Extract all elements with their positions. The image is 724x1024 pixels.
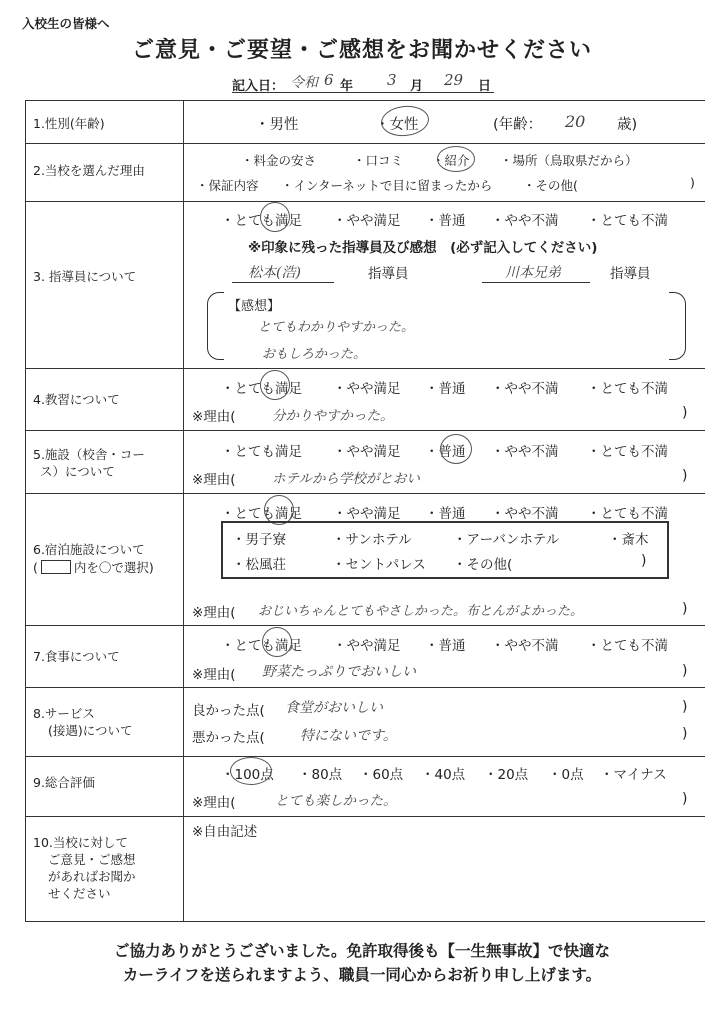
q5-label-line-2: ス）について [40, 464, 115, 479]
instructor-name-2: 川本兄弟 [505, 265, 561, 281]
rating-neutral[interactable]: ・普通 [425, 213, 466, 229]
score-80[interactable]: ・80点 [298, 767, 343, 783]
instructor-suffix-2: 指導員 [610, 266, 651, 282]
q6-label-line-2 [33, 559, 154, 576]
reason-price[interactable]: ・料金の安さ [241, 153, 317, 168]
good-points-label: 良かった点( [192, 703, 265, 719]
age-label: (年齢： [493, 117, 543, 133]
q10-label-line-2: ご意見・ご感想 [48, 852, 136, 867]
rating-dissatisfied[interactable]: ・やや不満 [491, 381, 559, 397]
row-divider [25, 625, 705, 626]
bracket-left [207, 292, 224, 360]
selection-circle [437, 146, 475, 172]
reason-text: 野菜たっぷりでおいしい [262, 664, 416, 680]
q8-label-line-2: (接遇)について [48, 723, 133, 738]
reason-word-of-mouth[interactable]: ・口コミ [353, 153, 404, 168]
reason-location[interactable]: ・場所（鳥取県だから） [500, 153, 638, 168]
date-day-unit: 日 [478, 79, 492, 94]
rating-satisfied[interactable]: ・やや満足 [333, 638, 401, 654]
paren-open: ( [33, 560, 38, 575]
date-label: 記入日： [232, 79, 285, 94]
rating-very-dissatisfied[interactable]: ・とても不満 [587, 444, 668, 460]
rating-very-satisfied[interactable]: ・とても満足 [221, 444, 302, 460]
age-value: 20 [565, 112, 586, 131]
facility-shofuso[interactable]: ・松風荘 [232, 557, 286, 573]
reason-internet[interactable]: ・インターネットで目に留まったから [281, 178, 493, 193]
row-divider [25, 493, 705, 494]
impression-line-1: とてもわかりやすかった。 [258, 320, 415, 335]
date-underline [232, 92, 494, 93]
selection-circle [260, 202, 290, 232]
close-paren: ) [682, 405, 688, 421]
reason-text: 分かりやすかった。 [272, 408, 394, 424]
q10-label-line-3: があればお聞か [48, 869, 136, 884]
table-left-border [25, 100, 26, 921]
q6-label-line-1: 6.宿泊施設について [33, 542, 145, 557]
page-title: ご意見・ご要望・ご感想をお聞かせください [131, 38, 592, 63]
footer-line-2: カーライフを送られますよう、職員一同心からお祈り申し上げます。 [122, 966, 602, 984]
reason-text: とても楽しかった。 [275, 793, 397, 809]
q10-label-line-4: せください [48, 886, 111, 901]
reason-label: ※理由( [192, 667, 236, 683]
rating-very-satisfied[interactable]: ・とても満足 [221, 381, 302, 397]
rating-very-satisfied[interactable]: ・とても満足 [221, 638, 302, 654]
score-40[interactable]: ・40点 [421, 767, 466, 783]
rating-very-dissatisfied[interactable]: ・とても不満 [587, 638, 668, 654]
facility-st-palace[interactable]: ・セントパレス [332, 557, 426, 573]
facility-saiki[interactable]: ・斎木 [608, 532, 649, 548]
reason-referral[interactable]: ・紹介 [432, 153, 470, 168]
age-unit: 歳) [617, 117, 638, 133]
close-paren: ) [682, 726, 688, 742]
reason-text: ホテルから学校がとおい [272, 471, 420, 487]
close-paren: ) [682, 468, 688, 484]
rating-neutral[interactable]: ・普通 [425, 506, 466, 522]
column-divider [183, 100, 184, 921]
underline [482, 282, 590, 283]
row-divider [25, 756, 705, 757]
rating-neutral[interactable]: ・普通 [425, 444, 466, 460]
row-divider [25, 100, 705, 101]
rating-dissatisfied[interactable]: ・やや不満 [491, 444, 559, 460]
reason-label: ※理由( [192, 605, 236, 621]
option-female[interactable]: ・女性 [375, 117, 419, 133]
facility-urban-hotel[interactable]: ・アーバンホテル [453, 532, 560, 548]
q3-label: 3. 指導員について [33, 269, 137, 284]
rating-dissatisfied[interactable]: ・やや不満 [491, 213, 559, 229]
rating-dissatisfied[interactable]: ・やや不満 [491, 638, 559, 654]
reason-label: ※理由( [192, 795, 236, 811]
q9-label: 9.総合評価 [33, 775, 95, 790]
selection-circle [262, 627, 292, 657]
score-60[interactable]: ・60点 [359, 767, 404, 783]
rating-neutral[interactable]: ・普通 [425, 638, 466, 654]
q10-label-line-1: 10.当校に対して [33, 835, 128, 850]
selection-box-sample [41, 560, 71, 574]
instructor-suffix-1: 指導員 [368, 266, 409, 282]
date-year: 6 [324, 71, 334, 89]
date-month-unit: 月 [410, 79, 424, 94]
q8-label-line-1: 8.サービス [33, 706, 95, 721]
facility-sun-hotel[interactable]: ・サンホテル [332, 532, 412, 548]
close-paren: ) [690, 175, 695, 190]
q5-label-line-1: 5.施設（校舎・コー [33, 447, 145, 462]
date-day: 29 [444, 71, 464, 89]
score-0[interactable]: ・0点 [548, 767, 584, 783]
rating-very-dissatisfied[interactable]: ・とても不満 [587, 381, 668, 397]
score-20[interactable]: ・20点 [484, 767, 529, 783]
selection-circle [260, 370, 290, 400]
free-comment-area[interactable] [192, 842, 692, 914]
bad-points-label: 悪かった点( [192, 730, 265, 746]
instructor-note: ※印象に残った指導員及び感想 (必ず記入してください) [248, 240, 598, 256]
q2-label: 2.当校を選んだ理由 [33, 163, 145, 178]
reason-label: ※理由( [192, 472, 236, 488]
row-divider [25, 430, 705, 431]
rating-very-satisfied[interactable]: ・とても満足 [221, 213, 302, 229]
rating-satisfied[interactable]: ・やや満足 [333, 381, 401, 397]
row-divider [25, 816, 705, 817]
reason-other[interactable]: ・その他( [523, 178, 578, 193]
row-divider [25, 143, 705, 144]
score-100[interactable]: ・100点 [221, 767, 274, 783]
q7-label: 7.食事について [33, 649, 120, 664]
score-minus[interactable]: ・マイナス [600, 767, 667, 783]
q6-label-instruction: 内を〇で選択) [73, 560, 154, 575]
impression-label: 【感想】 [228, 299, 281, 314]
facility-selection-box [221, 521, 669, 579]
footer-line-1: ご協力ありがとうございました。免許取得後も【一生無事故】で快適な [113, 942, 610, 960]
date-era: 令和 [290, 75, 318, 91]
bad-points-text: 特にないです。 [300, 728, 397, 744]
selection-circle [440, 434, 472, 464]
instructor-name-1: 松本(浩) [248, 265, 301, 281]
close-paren: ) [641, 553, 647, 569]
date-month: 3 [387, 71, 397, 89]
selection-circle [230, 757, 272, 785]
rating-satisfied[interactable]: ・やや満足 [333, 213, 401, 229]
q4-label: 4.教習について [33, 392, 120, 407]
q1-label: 1.性別(年齢) [33, 116, 105, 131]
date-year-unit: 年 [340, 79, 354, 94]
rating-neutral[interactable]: ・普通 [425, 381, 466, 397]
reason-text: おじいちゃんとてもやさしかった。布とんがよかった。 [258, 604, 584, 619]
row-divider [25, 201, 705, 202]
row-divider [25, 687, 705, 688]
rating-very-dissatisfied[interactable]: ・とても不満 [587, 213, 668, 229]
underline [232, 282, 334, 283]
reason-label: ※理由( [192, 409, 236, 425]
free-comment-label: ※自由記述 [192, 824, 258, 840]
close-paren: ) [682, 663, 688, 679]
close-paren: ) [682, 791, 688, 807]
close-paren: ) [682, 699, 688, 715]
rating-satisfied[interactable]: ・やや満足 [333, 506, 401, 522]
addressee: 入校生の皆様へ [22, 16, 110, 31]
rating-satisfied[interactable]: ・やや満足 [333, 444, 401, 460]
option-male[interactable]: ・男性 [255, 117, 299, 133]
bracket-right [669, 292, 686, 360]
facility-dormitory[interactable]: ・男子寮 [232, 532, 286, 548]
impression-line-2: おもしろかった。 [262, 347, 367, 362]
rating-very-dissatisfied[interactable]: ・とても不満 [587, 506, 668, 522]
rating-very-satisfied[interactable]: ・とても満足 [221, 506, 302, 522]
facility-other[interactable]: ・その他( [453, 557, 513, 573]
row-divider [25, 368, 705, 369]
close-paren: ) [682, 601, 688, 617]
rating-dissatisfied[interactable]: ・やや不満 [491, 506, 559, 522]
good-points-text: 食堂がおいしい [285, 700, 383, 716]
row-divider [25, 921, 705, 922]
reason-warranty[interactable]: ・保証内容 [196, 178, 259, 193]
